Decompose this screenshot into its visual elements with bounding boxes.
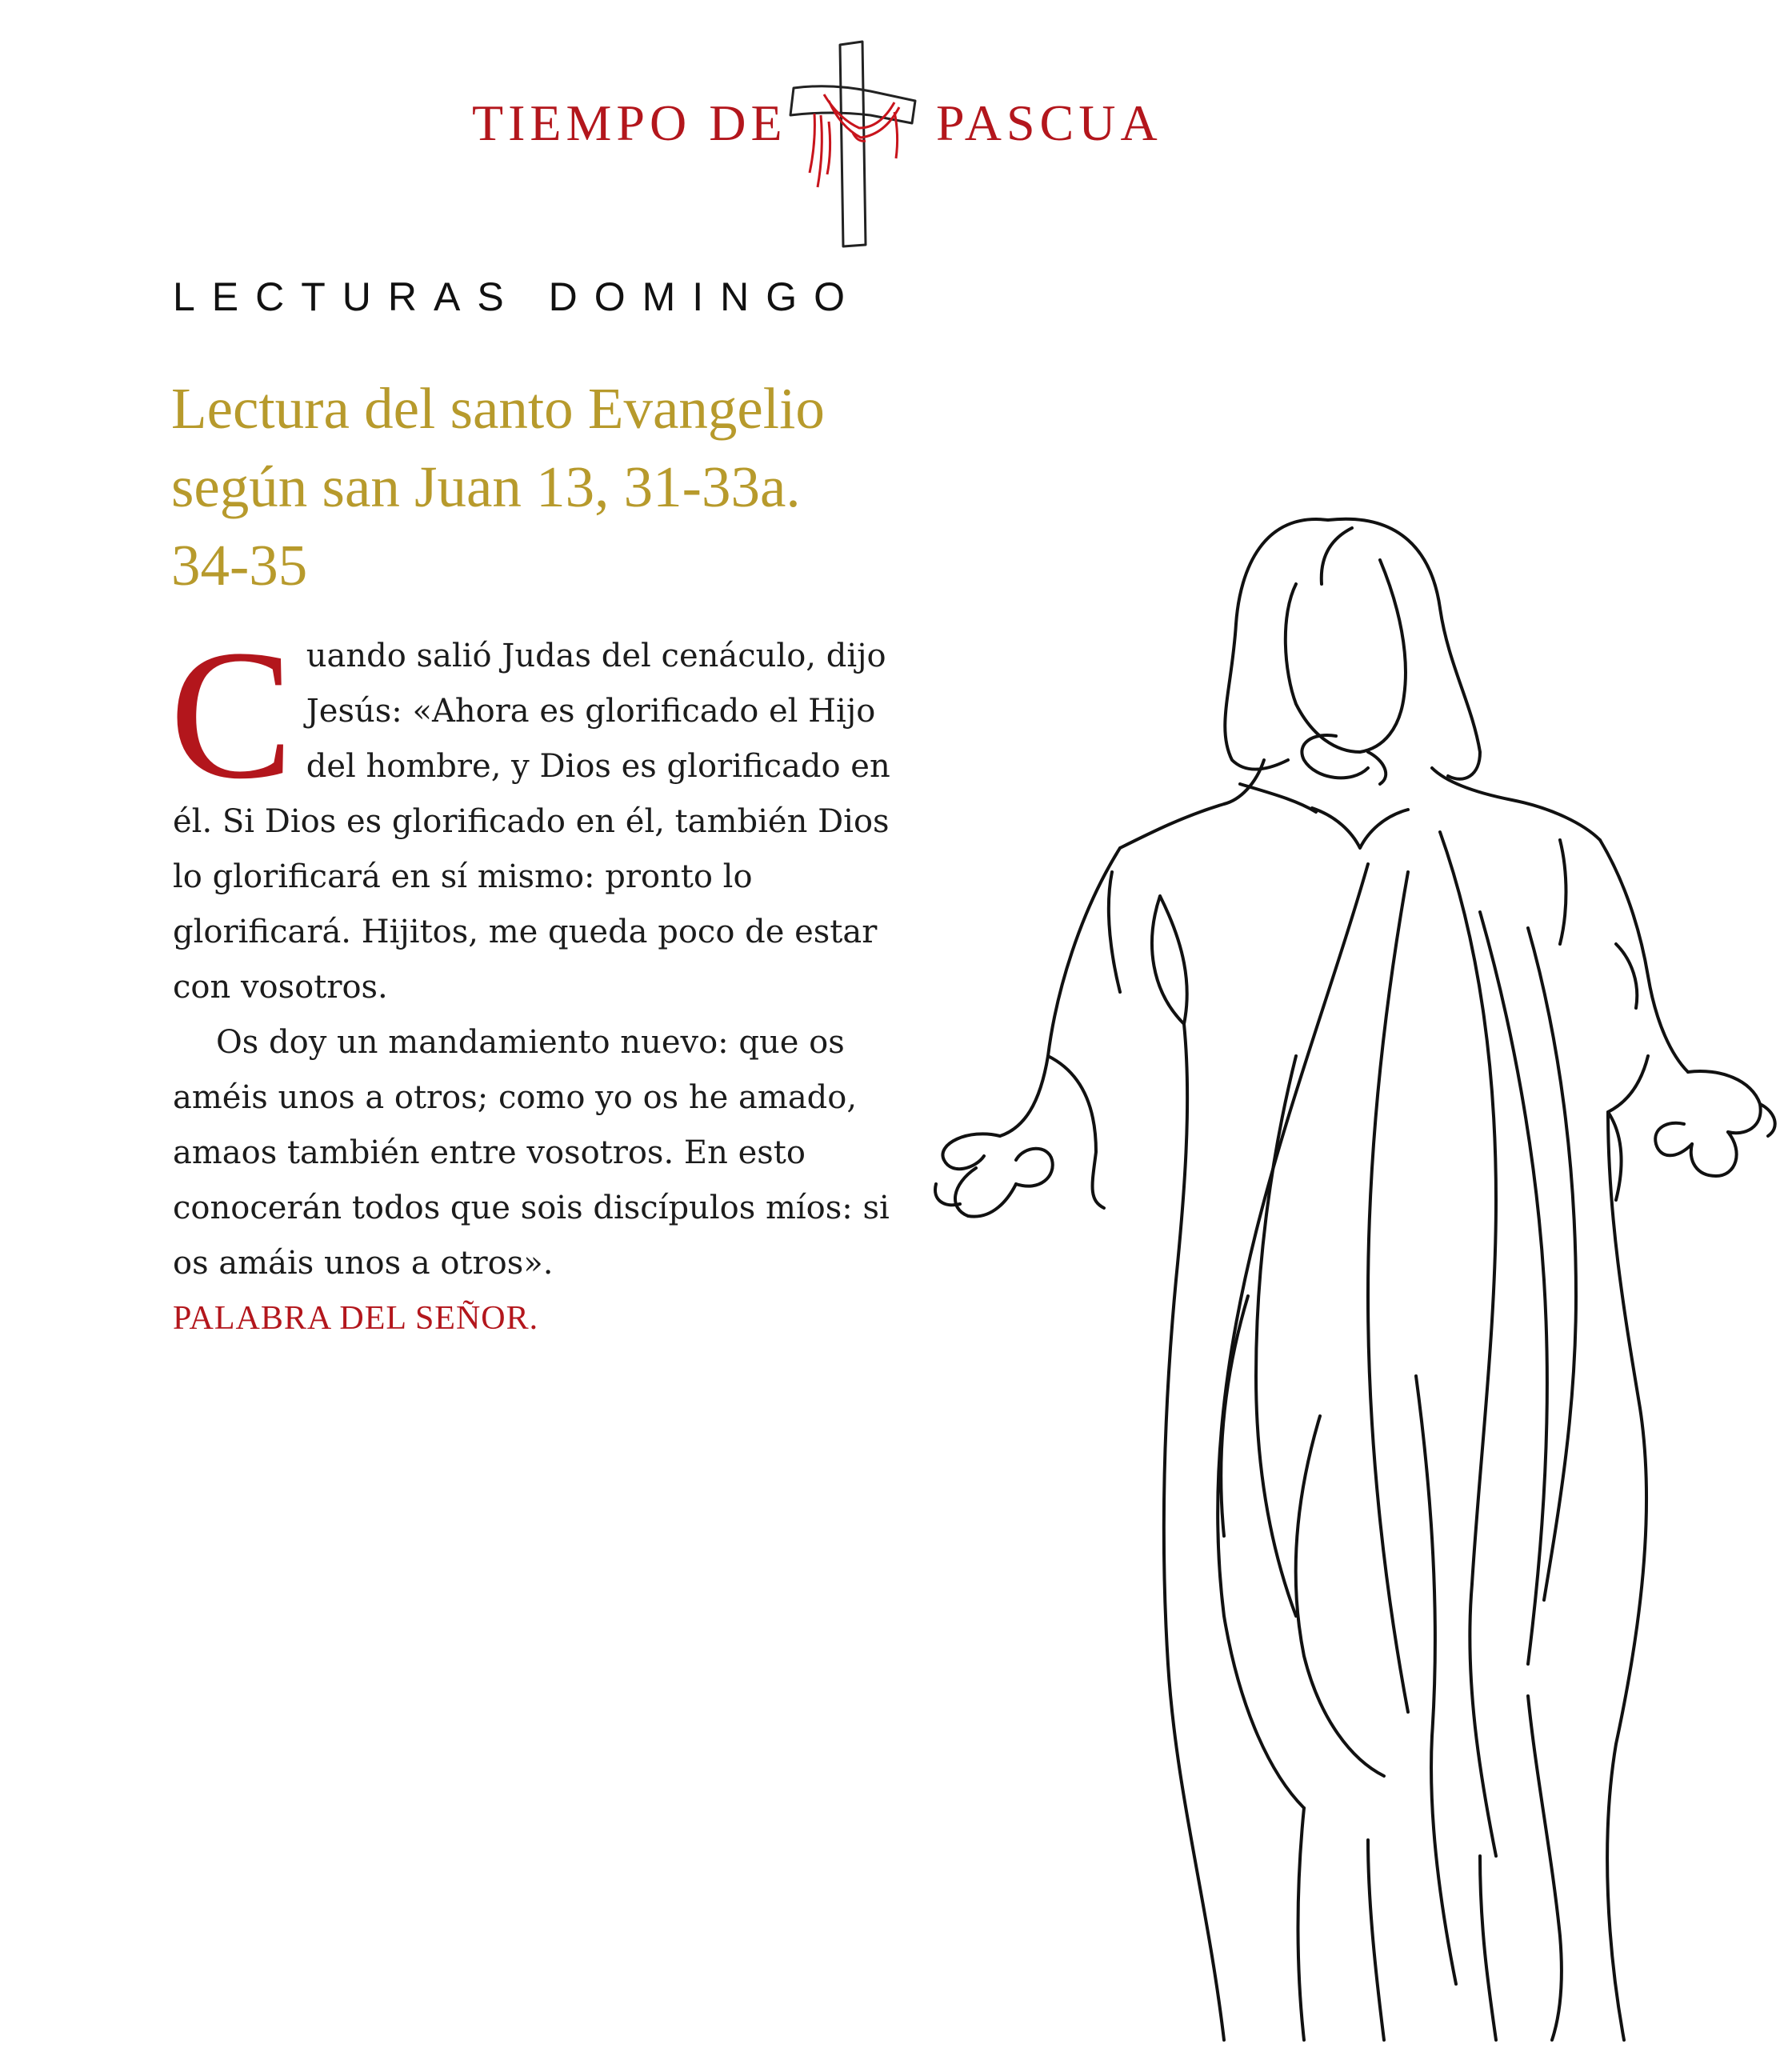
- reading-title: [171, 370, 939, 605]
- title-line: según san Juan 13, 31-33a.: [171, 454, 801, 519]
- section-label: LECTURAS DOMINGO: [173, 274, 862, 319]
- title-line: Lectura del santo Evangelio: [171, 376, 825, 441]
- paragraph: [170, 612, 893, 1015]
- closing-phrase: PALABRA DEL SEÑOR.: [173, 1300, 539, 1337]
- risen-christ-line-drawing-icon: [920, 496, 1792, 2048]
- title-line: 34-35: [171, 533, 308, 598]
- cross-with-red-cloth-icon: [782, 38, 926, 248]
- header-title-right: PASCUA: [936, 94, 1162, 151]
- reading-body: [170, 612, 893, 1346]
- header-title-left: TIEMPO DE: [472, 94, 787, 151]
- paragraph-text: uando salió Judas del cenáculo, dijo Jesús: «Ahora es glorificado el Hijo del hombre, y Dios es glorificado en él. Si Dios es glorificado en él, también Dios lo glorificará en sí mismo: pronto lo glorificará. Hijitos, me queda poco de estar con vosotros.: [173, 638, 890, 1006]
- drop-cap: C: [170, 612, 294, 818]
- paragraph: Os doy un mandamiento nuevo: que os améis unos a otros; como yo os he amado, amaos también entre vosotros. En esto conocerán todos que sois discípulos míos: si os amáis unos a otros».: [173, 1024, 890, 1282]
